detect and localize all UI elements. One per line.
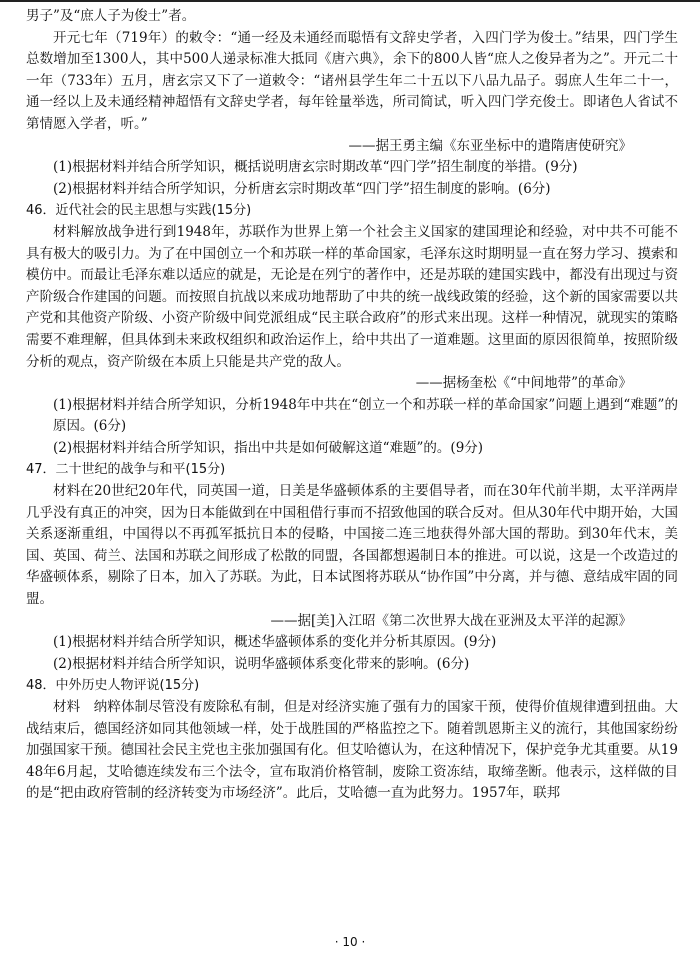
top-rule: [0, 0, 700, 2]
question-heading: 46．近代社会的民主思想与实践(15分): [26, 203, 252, 219]
source-citation: ——据王勇主编《东亚坐标中的遣隋唐使研究》: [348, 137, 632, 154]
question-item: (2)根据材料并结合所学知识，说明华盛顿体系变化带来的影响。(6分): [53, 655, 470, 672]
material-paragraph: 开元七年（719年）的敕令：“通一经及未通经而聪悟有文辞史学者，入四门学为俊士。”结果，四门学生总数增加至1300人，其中500人递录标准大抵同《唐六典》，余下的800人皆“庶人之俊异者为之”。开元二十一年（733年）五月，唐玄宗又下了一道敕令：“诸州县学生年二十五以下八品九品子。弱庶人生年二十一，通一经以上及未通经精神超悟有文辞史学者，每年铨量举选，所司简试，听入四门学充俊士。即诸色人省试不第情愿入学者，听。”: [26, 29, 678, 132]
source-citation: ——据[美]入江昭《第二次世界大战在亚洲及太平洋的起源》: [270, 612, 632, 629]
question-item: (2)根据材料并结合所学知识，指出中共是如何破解这道“难题”的。(9分): [53, 439, 484, 456]
source-citation: ——据杨奎松《“中间地带”的革命》: [415, 375, 632, 392]
page-number: · 10 ·: [334, 935, 366, 949]
question-item: (2)根据材料并结合所学知识，分析唐玄宗时期改革“四门学”招生制度的影响。(6分): [53, 180, 551, 197]
question-heading: 47．二十世纪的战争与和平(15分): [26, 462, 226, 478]
material-paragraph: 材料解放战争进行到1948年，苏联作为世界上第一个社会主义国家的建国理论和经验，对中共不可能不具有极大的吸引力。为了在中国创立一个和苏联一样的革命国家，毛泽东这时期明显一直在努力学习、摸索和模仿中。而最让毛泽东难以适应的就是，无论是在列宁的著作中，还是苏联的建国实践中，都没有出现过与资产阶级合作建国的问题。而按照自抗战以来成功地帮助了中共的统一战线政策的经验，这个新的国家需要以共产党和其他资产阶级、小资产阶级中间党派组成“民主联合政府”的形式来出现。这样一种情况，就现实的策略需要不难理解，但具体到未来政权组织和政治运作上，给中共出了一道难题。这里面的原因很简单，按照阶级分析的观点，资产阶级在本质上只能是共产党的敌人。: [26, 223, 678, 370]
question-item: (1)根据材料并结合所学知识，分析1948年中共在“创立一个和苏联一样的革命国家”问题上遇到“难题”的原因。(6分): [53, 396, 678, 435]
question-item: (1)根据材料并结合所学知识，概括说明唐玄宗时期改革“四门学”招生制度的举措。(9分): [53, 159, 578, 176]
material-paragraph: 材料在20世纪20年代，同英国一道，日美是华盛顿体系的主要倡导者，而在30年代前半期，太平洋两岸几乎没有真正的冲突，因为日本能做到在中国租借行事而不招致他国的联合反对。但从30年代中期开始，大国关系逐渐重组，中国得以不再孤军抵抗日本的侵略，中国接二连三地获得外部大国的帮助。到30年代末，美国、英国、荷兰、法国和苏联之间形成了松散的同盟，各国都想遏制日本的推进。可以说，这是一个改造过的华盛顿体系，剔除了日本，加入了苏联。为此，日本试图将苏联从“协作国”中分离，并与德、意结成牢固的同盟。: [26, 483, 678, 608]
question-heading: 48．中外历史人物评说(15分): [26, 678, 200, 694]
question-item: (1)根据材料并结合所学知识，概述华盛顿体系的变化并分析其原因。(9分): [53, 634, 497, 651]
page-content: [26, 6, 678, 805]
material-paragraph: 材料 纳粹体制尽管没有废除私有制，但是对经济实施了强有力的国家干预，使得价值规律遭到扭曲。大战结束后，德国经济如同其他领域一样，处于战胜国的严格监控之下。随着凯恩斯主义的流行，其他国家纷纷加强国家干预。德国社会民主党也主张加强国有化。但艾哈德认为，在这种情况下，保护竞争尤其重要。从1948年6月起，艾哈德连续发布三个法令，宣布取消价格管制，废除工资冻结，取缔垄断。他表示，这样做的目的是“把由政府管制的经济转变为市场经济”。此后，艾哈德一直为此努力。1957年，联邦: [26, 699, 678, 802]
continuation-text: 男子”及“庶人子为俊士”者。: [26, 8, 196, 24]
